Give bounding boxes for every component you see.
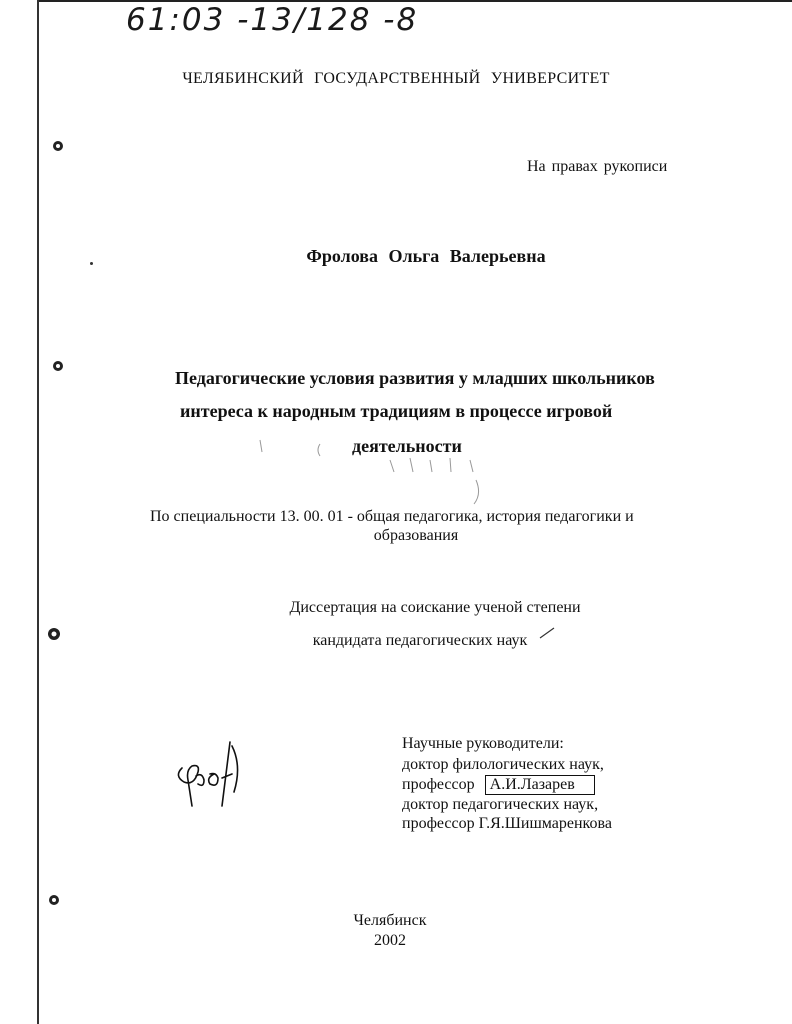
- punch-hole-icon: [50, 358, 66, 374]
- dissertation-title-line: деятельности: [352, 436, 462, 456]
- specialty-line: По специальности 13. 00. 01 - общая педагогика, история педагогики и: [150, 508, 634, 525]
- supervisor-name-boxed: А.И.Лазарев: [485, 775, 595, 795]
- supervisor-line: профессор Г.Я.Шишмаренкова: [402, 815, 612, 832]
- punch-hole-icon: [50, 138, 66, 154]
- signature: [170, 738, 250, 818]
- dissertation-title-line: интереса к народным традициям в процессе игровой: [180, 401, 613, 421]
- bleed-through-marks: [240, 430, 510, 510]
- supervisor-line: [402, 775, 595, 795]
- punch-hole-icon: [46, 892, 62, 908]
- manuscript-rights: На правах рукописи: [527, 158, 668, 175]
- degree-line: кандидата педагогических наук: [312, 632, 528, 649]
- year: 2002: [374, 932, 406, 949]
- page-left-edge: [37, 0, 39, 1024]
- supervisor-degree: доктор педагогических наук,: [402, 796, 599, 813]
- specialty-line: образования: [373, 527, 459, 544]
- check-mark: [538, 626, 558, 642]
- university-name: ЧЕЛЯБИНСКИЙ ГОСУДАРСТВЕННЫЙ УНИВЕРСИТЕТ: [182, 70, 610, 87]
- archive-number: 61:03 -13/128 -8: [126, 2, 419, 38]
- supervisors-heading: Научные руководители:: [402, 735, 564, 752]
- author-name: Фролова Ольга Валерьевна: [306, 246, 546, 266]
- dissertation-title-line: Педагогические условия развития у младших школьников: [175, 368, 655, 388]
- degree-line: Диссертация на соискание ученой степени: [289, 599, 581, 616]
- city: Челябинск: [353, 912, 427, 929]
- supervisor-degree: доктор филологических наук,: [402, 756, 604, 773]
- supervisor-title: профессор: [402, 776, 475, 793]
